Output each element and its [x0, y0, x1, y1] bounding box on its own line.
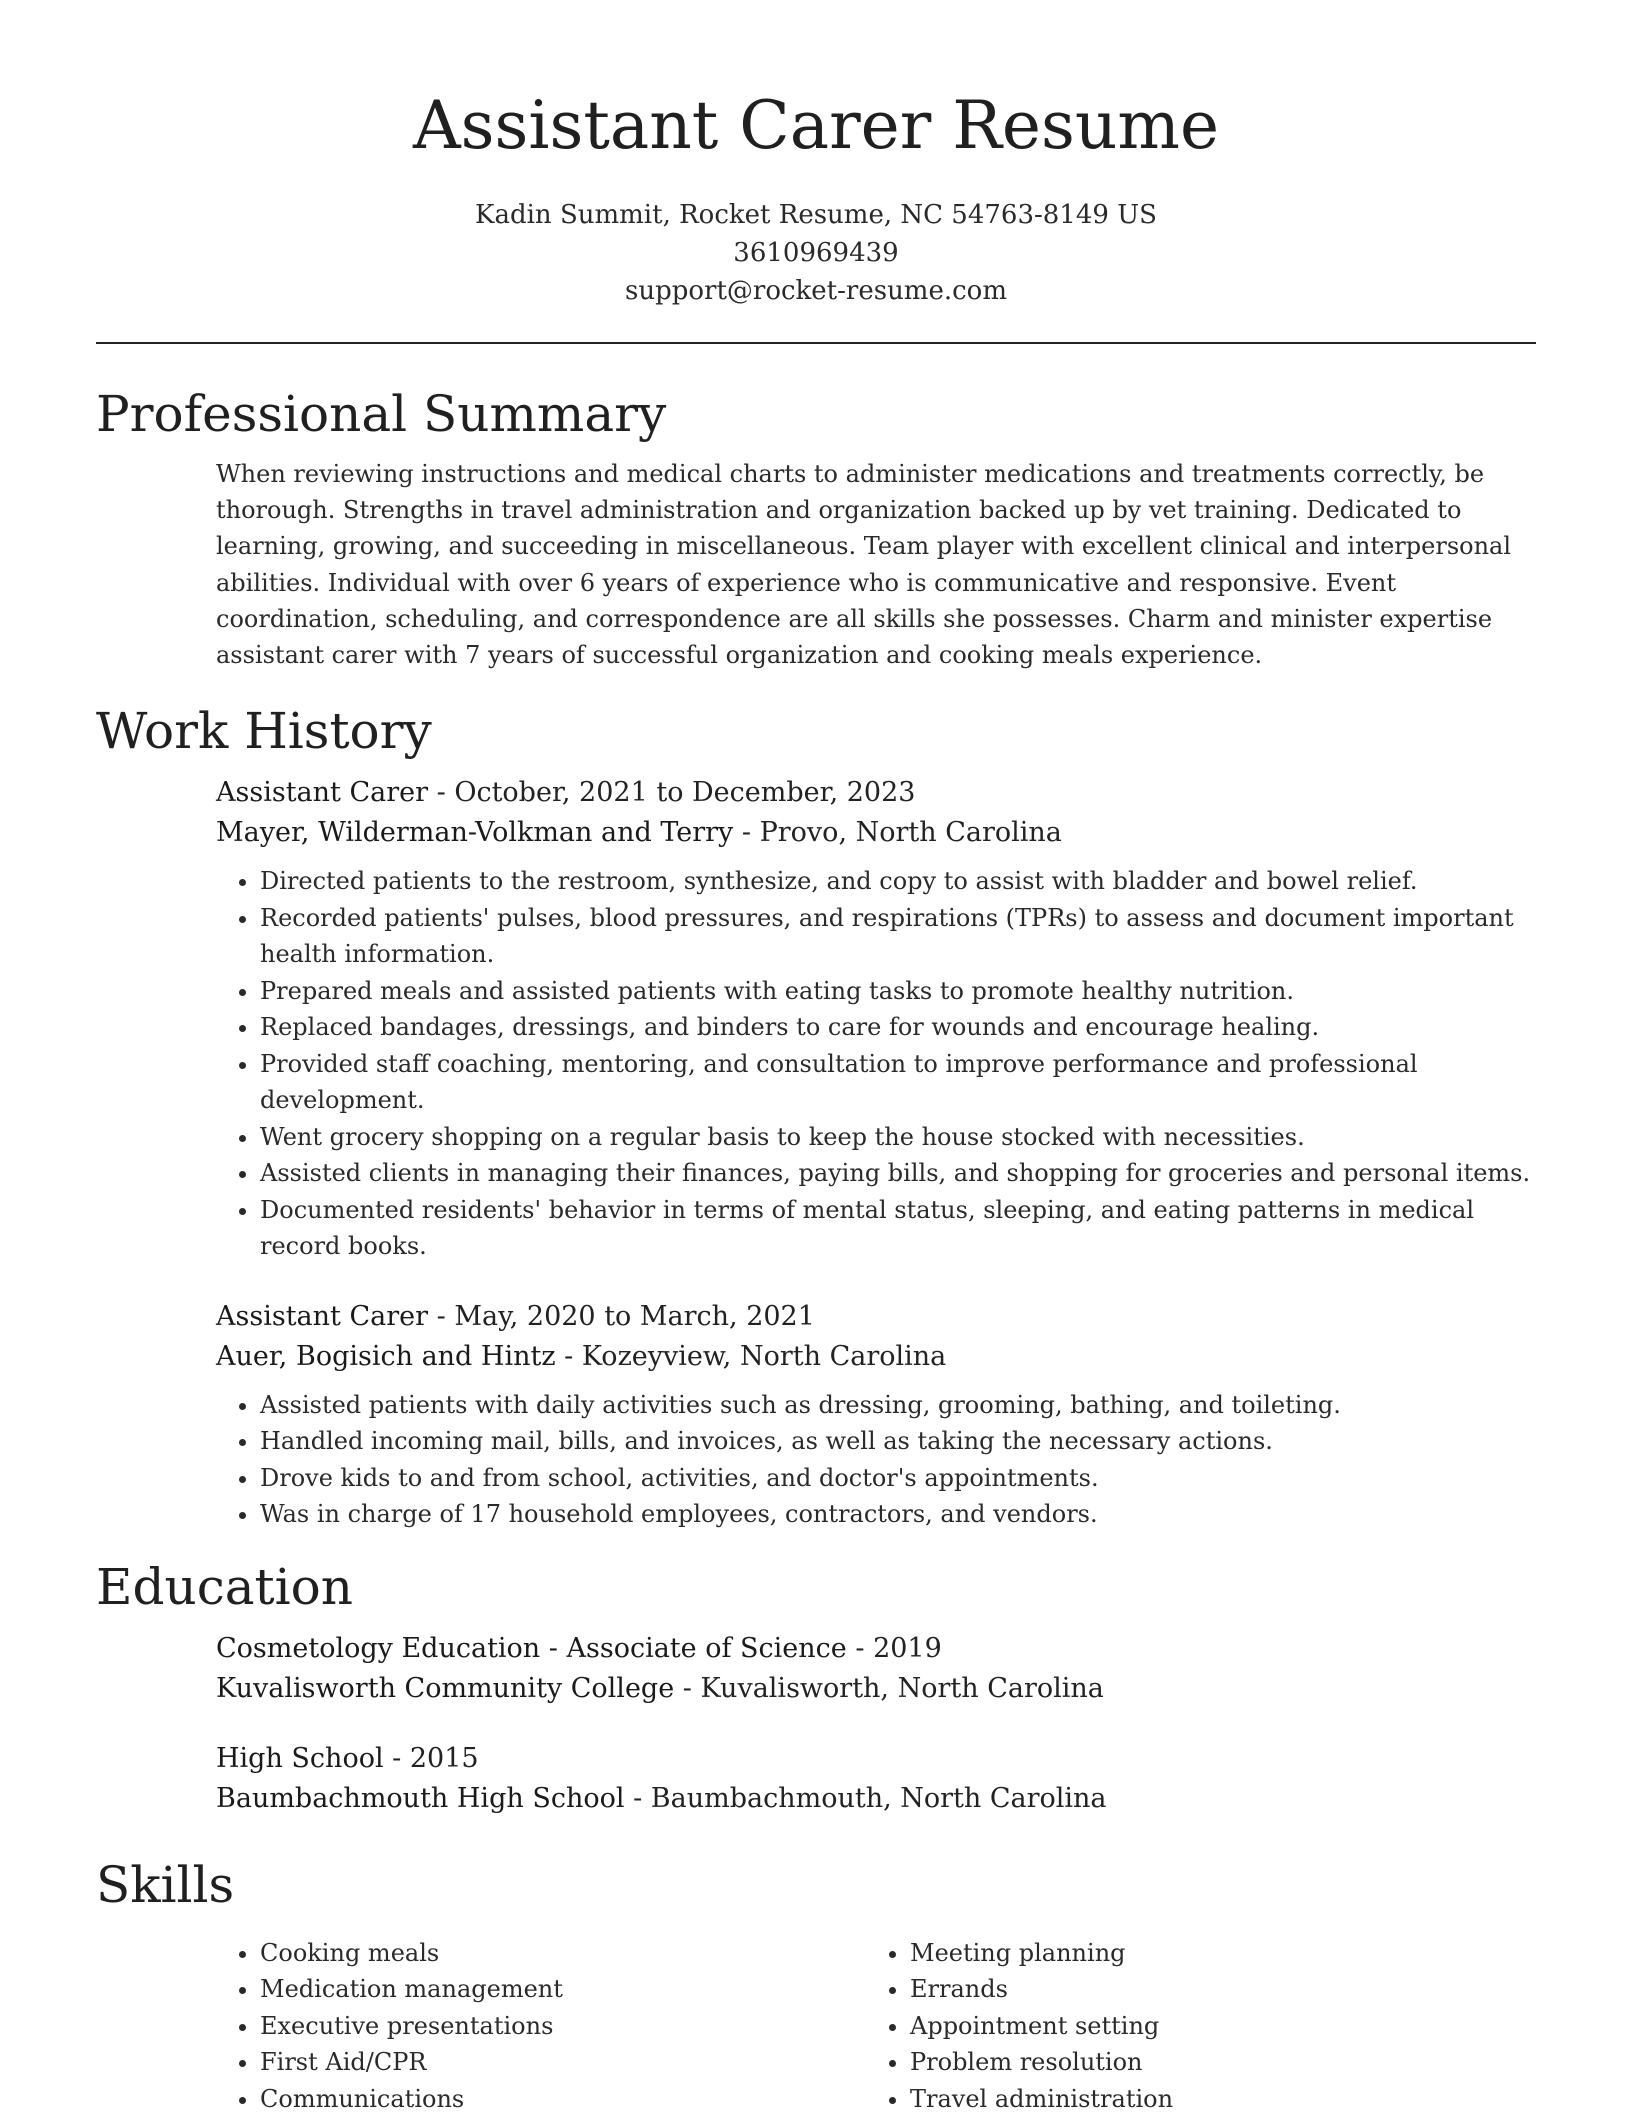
- skill-item: • Meeting planning: [910, 1935, 1516, 1972]
- skill-item: • Travel administration: [910, 2081, 1516, 2112]
- job-duty: • Replaced bandages, dressings, and binders to care for wounds and encourage healing.: [260, 1009, 1536, 1046]
- skill-item: • Cooking meals: [260, 1935, 866, 1972]
- job-duty: • Went grocery shopping on a regular basis to keep the house stocked with necessities.: [260, 1119, 1536, 1156]
- job-company: Auer, Bogisich and Hintz: [216, 1340, 556, 1372]
- education-school: Baumbachmouth High School: [216, 1782, 625, 1814]
- education-degree: High School: [216, 1742, 384, 1774]
- skills-section: [96, 1849, 1536, 2112]
- skill-item: • Communications: [260, 2081, 866, 2112]
- education-location: - Baumbachmouth, North Carolina: [624, 1782, 1107, 1814]
- skills-column-left: [216, 1927, 866, 2112]
- contact-email: support@rocket-resume.com: [624, 276, 1007, 306]
- skill-item: • Problem resolution: [910, 2044, 1516, 2081]
- job-duty: • Documented residents' behavior in terms of mental status, sleeping, and eating patterns in medical record books.: [260, 1192, 1536, 1265]
- work-history-section: [96, 695, 1536, 1533]
- job-duty: • Prepared meals and assisted patients with eating tasks to promote healthy nutrition.: [260, 973, 1536, 1010]
- job-duty: • Handled incoming mail, bills, and invoices, as well as taking the necessary actions.: [260, 1423, 1536, 1460]
- resume-content: [96, 378, 1536, 2112]
- education-degree: Cosmetology Education - Associate of Science: [216, 1632, 847, 1664]
- skill-item: • Appointment setting: [910, 2008, 1516, 2045]
- skills-list-left: [216, 1935, 866, 2112]
- job-duty: • Drove kids to and from school, activities, and doctor's appointments.: [260, 1460, 1536, 1497]
- skills-grid: [216, 1927, 1536, 2112]
- job-duty: • Was in charge of 17 household employees, contractors, and vendors.: [260, 1496, 1536, 1533]
- skills-column-right: [866, 1927, 1516, 2112]
- job-dates: - May, 2020 to March, 2021: [428, 1300, 815, 1332]
- job-entry: [216, 1297, 1536, 1533]
- job-title: Assistant Carer: [216, 1300, 429, 1332]
- resume-title: Assistant Carer Resume: [412, 87, 1220, 164]
- summary-section: [96, 378, 1536, 673]
- job-duties-list: [216, 1387, 1536, 1533]
- job-company-line: [216, 813, 1536, 853]
- summary-text: When reviewing instructions and medical charts to administer medications and treatments correctly, be thorough. Strengths in travel administration and organization backed up by vet training. Dedicated to learning, growing, and succeeding in miscellaneous. Team player with excellent clinical and interpersonal abilities. Individual with over 6 years of experience who is communicative and responsive. Event coordination, scheduling, and correspondence are all skills she possesses. Charm and minister expertise assistant carer with 7 years of successful organization and cooking meals experience.: [216, 460, 1512, 670]
- job-company-line: [216, 1337, 1536, 1377]
- education-school-line: [216, 1779, 1536, 1819]
- job-entry: [216, 773, 1536, 1265]
- summary-heading: Professional Summary: [96, 385, 667, 443]
- skills-list-right: [866, 1935, 1516, 2112]
- education-location: - Kuvalisworth, North Carolina: [674, 1672, 1104, 1704]
- education-year: - 2019: [846, 1632, 942, 1664]
- header-divider: [96, 342, 1536, 344]
- job-location: - Kozeyview, North Carolina: [555, 1340, 947, 1372]
- resume-header: [0, 0, 1632, 310]
- education-year: - 2015: [383, 1742, 479, 1774]
- education-heading: Education: [96, 1557, 353, 1616]
- skill-item: • Errands: [910, 1971, 1516, 2008]
- work-history-heading: Work History: [96, 702, 432, 761]
- job-duty: • Assisted patients with daily activities such as dressing, grooming, bathing, and toileting.: [260, 1387, 1536, 1424]
- job-title: Assistant Carer: [216, 777, 429, 809]
- education-section: [96, 1551, 1536, 1819]
- education-degree-line: [216, 1739, 1536, 1779]
- education-school-line: [216, 1669, 1536, 1709]
- contact-phone: 3610969439: [733, 238, 899, 268]
- job-title-line: [216, 1297, 1536, 1337]
- skills-heading: Skills: [96, 1855, 235, 1914]
- education-school: Kuvalisworth Community College: [216, 1672, 675, 1704]
- job-duty: • Assisted clients in managing their finances, paying bills, and shopping for groceries and personal items.: [260, 1155, 1536, 1192]
- skill-item: • Executive presentations: [260, 2008, 866, 2045]
- job-duty: • Directed patients to the restroom, synthesize, and copy to assist with bladder and bowel relief.: [260, 863, 1536, 900]
- job-duties-list: [216, 863, 1536, 1265]
- job-title-line: [216, 773, 1536, 813]
- job-duty: • Recorded patients' pulses, blood pressures, and respirations (TPRs) to assess and document important health information.: [260, 900, 1536, 973]
- skill-item: • Medication management: [260, 1971, 866, 2008]
- job-location: - Provo, North Carolina: [733, 817, 1062, 849]
- education-entry: [216, 1629, 1536, 1709]
- education-degree-line: [216, 1629, 1536, 1669]
- education-entry: [216, 1739, 1536, 1819]
- job-dates: - October, 2021 to December, 2023: [428, 777, 916, 809]
- skill-item: • First Aid/CPR: [260, 2044, 866, 2081]
- job-company: Mayer, Wilderman-Volkman and Terry: [216, 817, 734, 849]
- job-duty: • Provided staff coaching, mentoring, and consultation to improve performance and professional development.: [260, 1046, 1536, 1119]
- contact-address: Kadin Summit, Rocket Resume, NC 54763-8149 US: [475, 200, 1157, 230]
